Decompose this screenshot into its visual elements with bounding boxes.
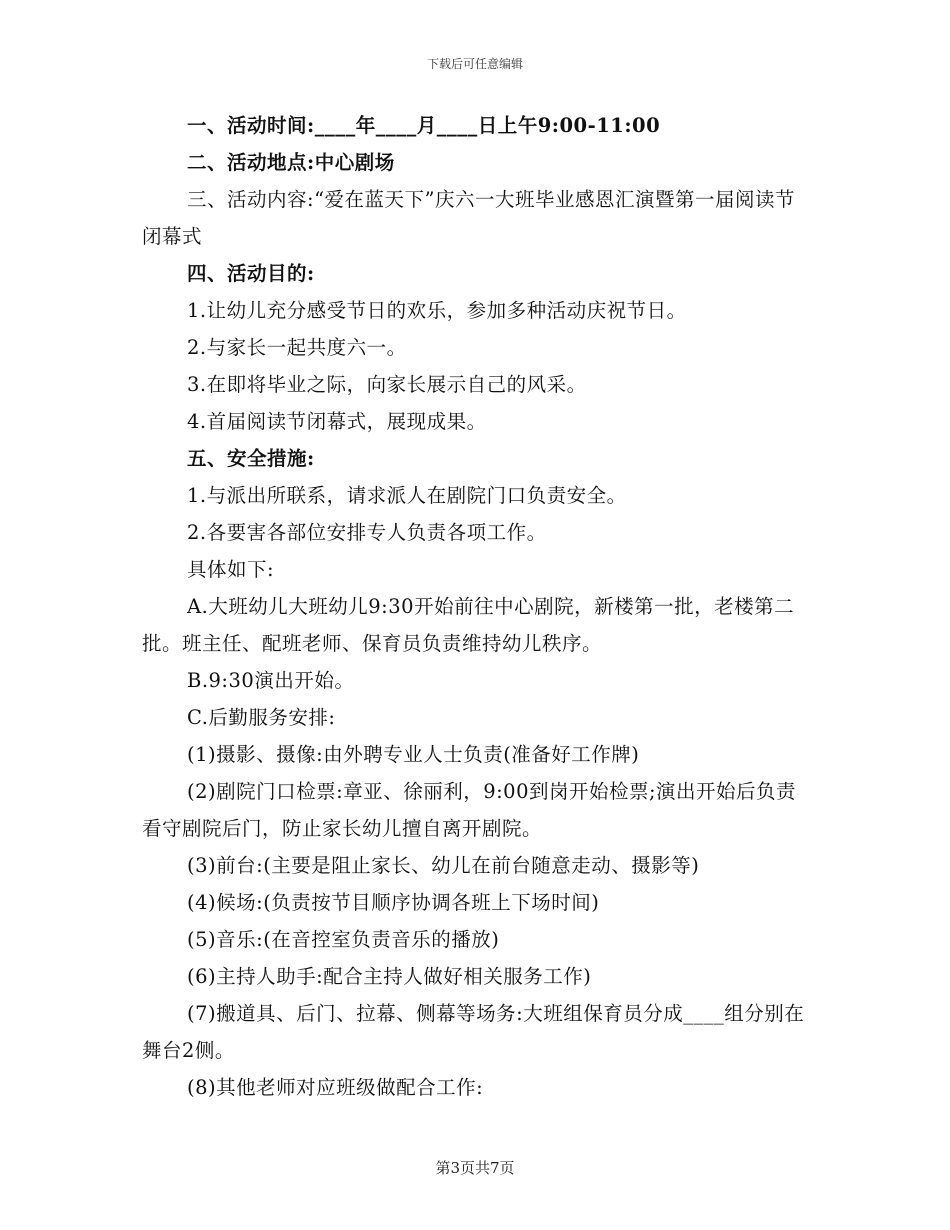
paragraph-activity-content: 三、活动内容:“爱在蓝天下”庆六一大班毕业感恩汇演暨第一届阅读节闭幕式 — [142, 188, 796, 248]
paragraph-goal-1: 1.让幼儿充分感受节日的欢乐，参加多种活动庆祝节日。 — [187, 299, 687, 322]
page-header: 下载后可任意编辑 — [426, 57, 523, 71]
paragraph-goal-2: 2.与家长一起共度六一。 — [187, 336, 407, 359]
document-body — [142, 107, 812, 1106]
paragraph-activity-location: 二、活动地点:中心剧场 — [187, 151, 395, 174]
paragraph-detail-b: B.9:30演出开始。 — [187, 669, 355, 692]
paragraph-details-intro: 具体如下: — [187, 558, 275, 581]
paragraph-item-7: (7)搬道具、后门、拉幕、侧幕等场务:大班组保育员分成____组分别在舞台2侧。 — [142, 1002, 805, 1062]
paragraph-item-3: (3)前台:(主要是阻止家长、幼儿在前台随意走动、摄影等) — [187, 854, 700, 877]
paragraph-item-1: (1)摄影、摄像:由外聘专业人士负责(准备好工作牌) — [187, 743, 640, 766]
page-footer: 第3页共7页 — [435, 1159, 515, 1177]
paragraph-activity-goals-heading: 四、活动目的: — [187, 262, 315, 285]
paragraph-item-5: (5)音乐:(在音控室负责音乐的播放) — [187, 928, 500, 951]
paragraph-goal-4: 4.首届阅读节闭幕式，展现成果。 — [187, 410, 487, 433]
paragraph-safety-2: 2.各要害各部位安排专人负责各项工作。 — [187, 521, 547, 544]
paragraph-item-6: (6)主持人助手:配合主持人做好相关服务工作) — [187, 965, 592, 988]
paragraph-activity-time: 一、活动时间:____年____月____日上午9:00-11:00 — [187, 114, 661, 137]
paragraph-detail-c: C.后勤服务安排: — [187, 706, 336, 729]
paragraph-item-8: (8)其他老师对应班级做配合工作: — [187, 1076, 484, 1099]
paragraph-detail-a: A.大班幼儿大班幼儿9:30开始前往中心剧院，新楼第一批，老楼第二批。班主任、配班老师、保育员负责维持幼儿秩序。 — [142, 595, 795, 655]
paragraph-safety-heading: 五、安全措施: — [187, 447, 315, 470]
paragraph-safety-1: 1.与派出所联系，请求派人在剧院门口负责安全。 — [187, 484, 627, 507]
paragraph-item-2: (2)剧院门口检票:章亚、徐丽利，9:00到岗开始检票;演出开始后负责看守剧院后门，防止家长幼儿擅自离开剧院。 — [142, 780, 797, 840]
paragraph-goal-3: 3.在即将毕业之际，向家长展示自己的风采。 — [187, 373, 587, 396]
paragraph-item-4: (4)候场:(负责按节目顺序协调各班上下场时间) — [187, 891, 600, 914]
